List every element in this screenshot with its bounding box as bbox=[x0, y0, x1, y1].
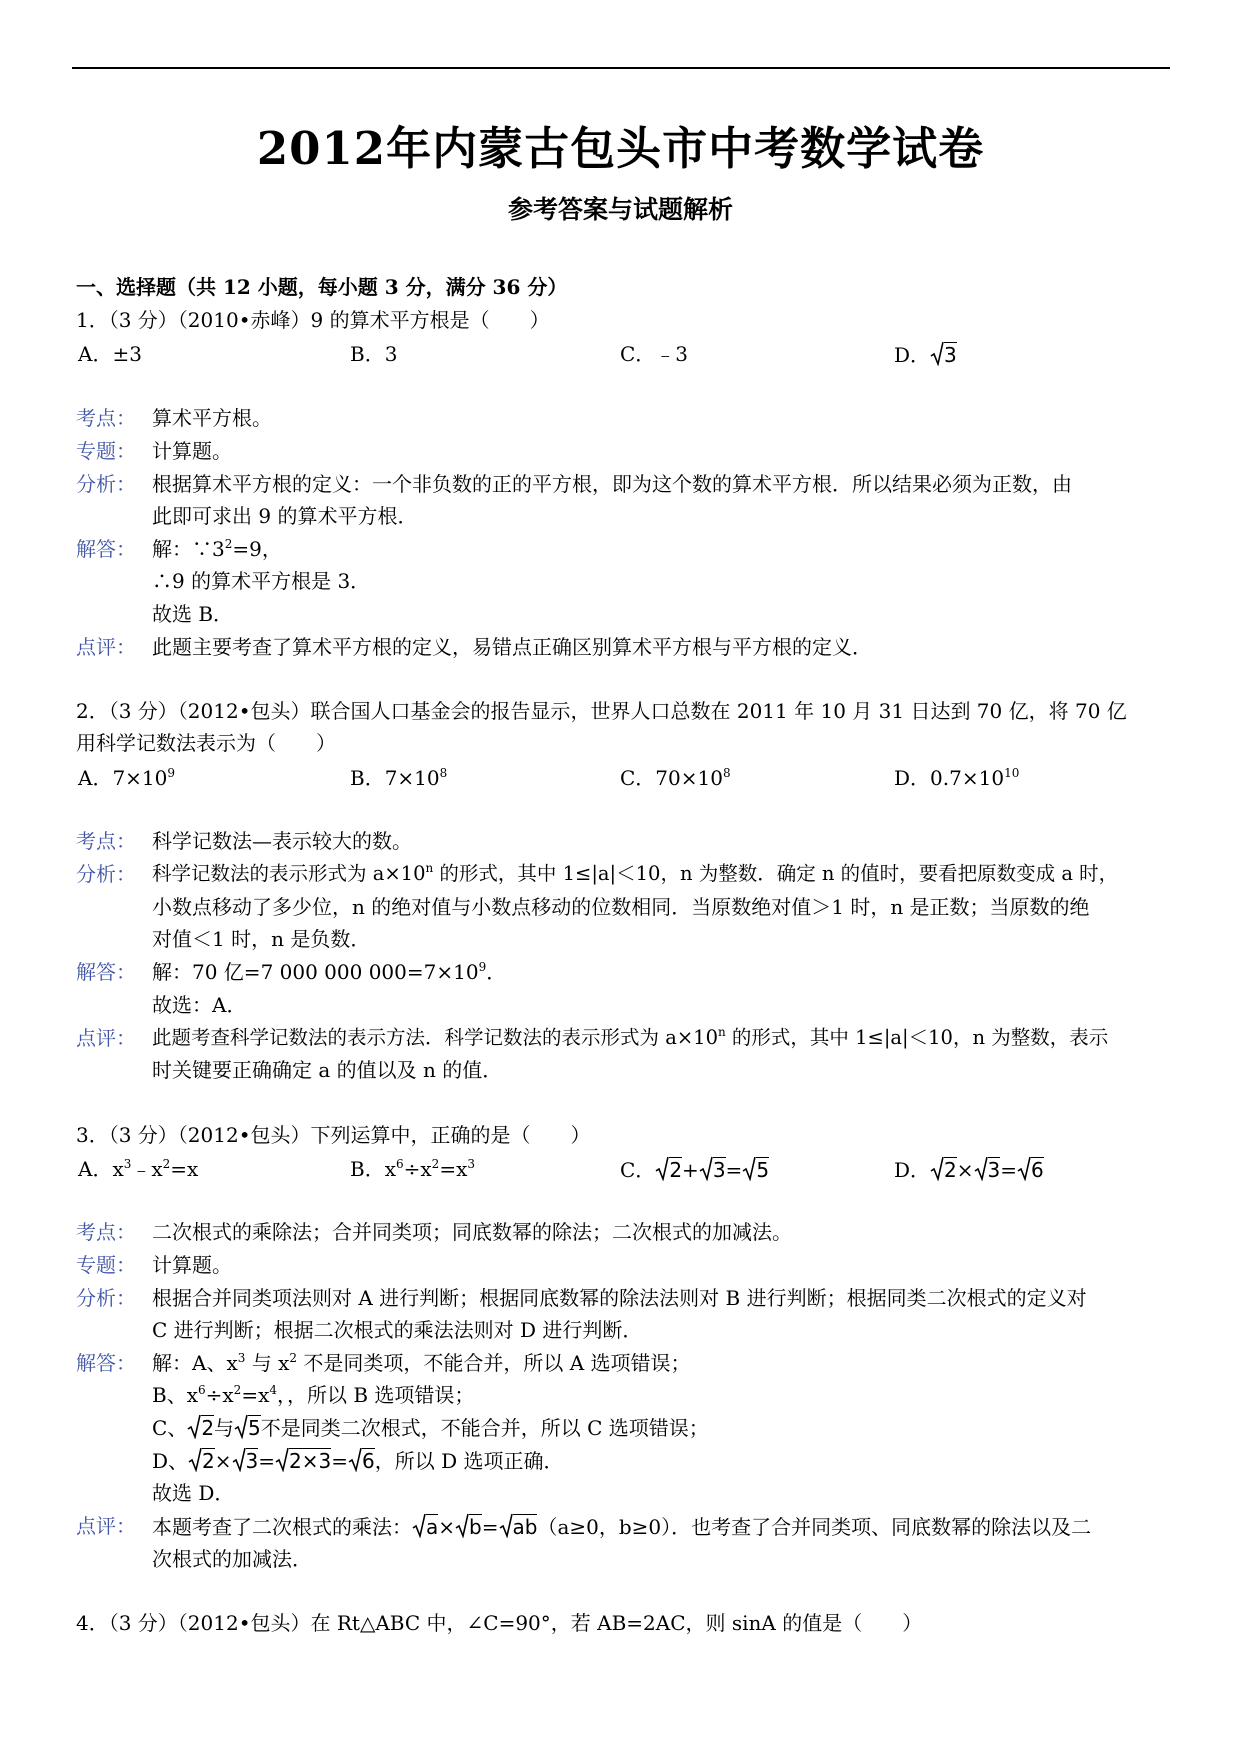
q1-option-d-radicand: 3 bbox=[944, 343, 957, 367]
q3-jieda-line4 bbox=[152, 1446, 564, 1479]
q3-jieda-exp: 2 bbox=[289, 1351, 298, 1365]
q2-option-b-exp: 8 bbox=[439, 766, 448, 780]
sqrt-radical-icon bbox=[412, 1512, 426, 1545]
q1-kaodian: 算术平方根。 bbox=[152, 406, 272, 430]
q3-radicand: b bbox=[469, 1515, 482, 1539]
q3-kaodian-label: 考点： bbox=[76, 1220, 136, 1244]
q3-option-c bbox=[620, 1155, 769, 1188]
q3-jieda-text: ÷x bbox=[205, 1383, 234, 1407]
q2-option-a bbox=[78, 764, 175, 792]
header-rule bbox=[72, 67, 1170, 69]
q3-jieda-text: ，，所以 B 选项错误； bbox=[277, 1383, 475, 1407]
q3-dianping-text: × bbox=[438, 1515, 456, 1539]
q2-stem-line2: 用科学记数法表示为（ ） bbox=[76, 731, 336, 755]
q2-option-b-text: B．7×10 bbox=[350, 766, 440, 790]
q2-option-d-text: D．0.7×10 bbox=[894, 766, 1005, 790]
q3-radicand: 5 bbox=[248, 1416, 261, 1440]
q3-opt-text: A．x bbox=[78, 1157, 124, 1181]
q3-opt-text: = bbox=[1000, 1158, 1018, 1182]
q3-option-d bbox=[894, 1155, 1044, 1188]
q3-jieda-text: = bbox=[331, 1449, 349, 1473]
q3-jieda-text: ，所以 D 选项正确． bbox=[374, 1449, 564, 1473]
q2-option-d-exp: 10 bbox=[1004, 766, 1020, 780]
sqrt-radical-icon bbox=[455, 1512, 469, 1545]
sqrt-radical-icon bbox=[699, 1155, 713, 1188]
q3-fenxi-label: 分析： bbox=[76, 1286, 136, 1310]
q2-dianping-label: 点评： bbox=[76, 1026, 136, 1050]
q2-option-d bbox=[894, 764, 1019, 792]
q2-jieda-exp: 9 bbox=[478, 960, 487, 974]
q3-dianping-label: 点评： bbox=[76, 1514, 136, 1538]
sqrt-radical-icon bbox=[930, 1155, 944, 1188]
sqrt-radical-icon bbox=[742, 1155, 756, 1188]
q3-radicand: a bbox=[426, 1515, 439, 1539]
sqrt-radical-icon bbox=[232, 1446, 246, 1479]
q3-opt-text: + bbox=[682, 1158, 699, 1182]
q2-fenxi-exp: n bbox=[425, 861, 434, 875]
q2-dianping-line2: 时关键要正确确定 a 的值以及 n 的值． bbox=[152, 1058, 503, 1082]
q2-jieda-line2: 故选：A． bbox=[152, 993, 247, 1017]
q3-opt-text: =x bbox=[170, 1157, 199, 1181]
q2-jieda-label: 解答： bbox=[76, 960, 136, 984]
q3-jieda-text: 不是同类二次根式，不能合并，所以 C 选项错误； bbox=[260, 1416, 709, 1440]
q1-zhuanti: 计算题。 bbox=[152, 439, 232, 463]
q2-jieda-text: 解：70 亿=7 000 000 000=7×10 bbox=[152, 960, 479, 984]
q3-jieda-line3 bbox=[152, 1413, 709, 1446]
q2-fenxi-line2: 小数点移动了多少位，n 的绝对值与小数点移动的位数相同．当原数绝对值＞1 时，n 是正数；当原数的绝 bbox=[152, 895, 1090, 919]
q3-jieda-exp: 3 bbox=[237, 1351, 246, 1365]
q1-option-d-prefix: D． bbox=[894, 343, 931, 367]
sqrt-radical-icon bbox=[234, 1413, 248, 1446]
q3-radicand: 2 bbox=[201, 1416, 215, 1440]
q3-jieda-text: 不是同类项，不能合并，所以 A 选项错误； bbox=[297, 1351, 691, 1375]
q3-opt-text: × bbox=[956, 1158, 974, 1182]
q3-radicand: 3 bbox=[987, 1158, 1001, 1182]
q3-jieda-label: 解答： bbox=[76, 1351, 136, 1375]
q3-jieda-text: 与 bbox=[214, 1416, 235, 1440]
q1-jieda-exponent: 2 bbox=[224, 537, 233, 551]
q2-fenxi-line1 bbox=[152, 860, 1118, 888]
q1-option-b: B．3 bbox=[350, 342, 398, 366]
q3-jieda-text: B、x bbox=[152, 1383, 198, 1407]
q3-jieda-line2 bbox=[152, 1381, 474, 1409]
q3-radicand: 3 bbox=[245, 1449, 259, 1473]
q1-jieda-line2: ∴9 的算术平方根是 3． bbox=[152, 569, 371, 593]
q2-option-c-text: C．70×10 bbox=[620, 766, 723, 790]
sqrt-radical-icon bbox=[188, 1446, 202, 1479]
q3-opt-text: D． bbox=[894, 1158, 931, 1182]
q2-option-c bbox=[620, 764, 731, 792]
q3-dianping-text: 本题考查了二次根式的乘法： bbox=[152, 1515, 412, 1539]
q3-opt-exp: 2 bbox=[431, 1157, 440, 1171]
q3-jieda-text: D、 bbox=[152, 1449, 189, 1473]
q1-jieda-label: 解答： bbox=[76, 537, 136, 561]
q3-jieda-line5: 故选 D． bbox=[152, 1481, 235, 1505]
q1-stem: 1．（3 分）（2010•赤峰）9 的算术平方根是（ ） bbox=[76, 308, 550, 332]
q3-radicand: 5 bbox=[756, 1158, 770, 1182]
sqrt-radical-icon bbox=[974, 1155, 988, 1188]
q3-radicand: 2 bbox=[669, 1158, 683, 1182]
q2-stem-line1: 2．（3 分）（2012•包头）联合国人口基金会的报告显示，世界人口总数在 2011 年 10 月 31 日达到 70 亿，将 70 亿 bbox=[76, 699, 1127, 723]
q1-kaodian-label: 考点： bbox=[76, 406, 136, 430]
q1-fenxi-line1: 根据算术平方根的定义：一个非负数的正的平方根，即为这个数的算术平方根．所以结果必须为正数，由 bbox=[152, 472, 1072, 496]
q1-option-a: A．±3 bbox=[78, 342, 142, 366]
page-title: 2012年内蒙古包头市中考数学试卷 bbox=[256, 122, 985, 175]
q1-option-c: C．﹣3 bbox=[620, 342, 689, 366]
q1-jieda-text: 解：∵3 bbox=[152, 537, 225, 561]
q2-dianping-exp: n bbox=[717, 1025, 726, 1039]
q3-fenxi-line1: 根据合并同类项法则对 A 进行判断；根据同底数幂的除法法则对 B 进行判断；根据同类二次根式的定义对 bbox=[152, 1286, 1087, 1310]
q3-jieda-text: 与 x bbox=[245, 1351, 290, 1375]
q1-jieda-line1 bbox=[152, 535, 282, 563]
q3-opt-text: ﹣x bbox=[131, 1157, 163, 1181]
q3-jieda-text: × bbox=[214, 1449, 232, 1473]
q2-jieda-line1 bbox=[152, 958, 506, 986]
q3-opt-exp: 3 bbox=[467, 1157, 475, 1171]
q3-opt-text: ÷x bbox=[403, 1157, 432, 1181]
q3-dianping-line2: 次根式的加减法． bbox=[152, 1547, 312, 1571]
q2-fenxi-line3: 对值＜1 时，n 是负数． bbox=[152, 927, 371, 951]
q2-dianping-text: 的形式，其中 1≤|a|＜10，n 为整数，表示 bbox=[725, 1026, 1109, 1049]
q1-option-d bbox=[894, 340, 957, 373]
q3-jieda-text: 解：A、x bbox=[152, 1351, 238, 1375]
q3-radicand: ab bbox=[512, 1515, 538, 1539]
q3-dianping-text: = bbox=[481, 1515, 499, 1539]
q3-opt-exp: 3 bbox=[123, 1157, 132, 1171]
q3-zhuanti-label: 专题： bbox=[76, 1253, 136, 1277]
q3-jieda-text: =x bbox=[241, 1383, 270, 1407]
q3-jieda-exp: 6 bbox=[197, 1383, 206, 1397]
q2-dianping-text: 此题考查科学记数法的表示方法．科学记数法的表示形式为 a×10 bbox=[152, 1026, 718, 1049]
q3-opt-text: = bbox=[725, 1158, 743, 1182]
q3-fenxi-line2: C 进行判断；根据二次根式的乘法法则对 D 进行判断． bbox=[152, 1318, 643, 1342]
q2-option-a-text: A．7×10 bbox=[78, 766, 168, 790]
sqrt-radical-icon bbox=[930, 340, 944, 373]
q3-option-b bbox=[350, 1155, 475, 1183]
q2-dianping-line1 bbox=[152, 1024, 1108, 1052]
q3-opt-text: =x bbox=[439, 1157, 468, 1181]
sqrt-radical-icon bbox=[499, 1512, 513, 1545]
q1-zhuanti-label: 专题： bbox=[76, 439, 136, 463]
q3-option-a bbox=[78, 1155, 198, 1183]
q3-radicand: 6 bbox=[1031, 1158, 1044, 1182]
q3-jieda-line1 bbox=[152, 1349, 691, 1377]
q2-fenxi-text: 的形式，其中 1≤|a|＜10，n 为整数．确定 n 的值时，要看把原数变成 a 时， bbox=[433, 862, 1119, 885]
q4-stem: 4．（3 分）（2012•包头）在 Rt△ABC 中，∠C=90°，若 AB=2AC，则 sinA 的值是（ ） bbox=[76, 1611, 923, 1635]
q2-fenxi-text: 科学记数法的表示形式为 a×10 bbox=[152, 862, 426, 885]
q3-opt-exp: 6 bbox=[395, 1157, 404, 1171]
sqrt-radical-icon bbox=[1017, 1155, 1031, 1188]
q2-fenxi-label: 分析： bbox=[76, 862, 136, 886]
q1-jieda-line3: 故选 B． bbox=[152, 602, 234, 626]
q1-dianping-label: 点评： bbox=[76, 635, 136, 659]
q3-stem: 3．（3 分）（2012•包头）下列运算中，正确的是（ ） bbox=[76, 1123, 591, 1147]
q3-opt-text: B．x bbox=[350, 1157, 396, 1181]
q3-dianping-text: （a≥0，b≥0）．也考查了合并同类项、同底数幂的除法以及二 bbox=[537, 1515, 1092, 1539]
q3-zhuanti: 计算题。 bbox=[152, 1253, 232, 1277]
q1-fenxi-label: 分析： bbox=[76, 472, 136, 496]
q3-opt-exp: 2 bbox=[162, 1157, 171, 1171]
sqrt-radical-icon bbox=[275, 1446, 289, 1479]
q3-radicand: 3 bbox=[712, 1158, 726, 1182]
q2-kaodian-label: 考点： bbox=[76, 829, 136, 853]
q3-radicand: 6 bbox=[362, 1449, 375, 1473]
sqrt-radical-icon bbox=[187, 1413, 201, 1446]
q3-opt-text: C． bbox=[620, 1158, 656, 1182]
section-heading: 一、选择题（共 12 小题，每小题 3 分，满分 36 分） bbox=[76, 275, 568, 299]
q3-jieda-text: = bbox=[258, 1449, 276, 1473]
q3-jieda-exp: 4 bbox=[269, 1383, 277, 1397]
q2-option-a-exp: 9 bbox=[167, 766, 176, 780]
q3-kaodian: 二次根式的乘除法；合并同类项；同底数幂的除法；二次根式的加减法。 bbox=[152, 1220, 792, 1244]
q3-radicand: 2 bbox=[202, 1449, 215, 1473]
sqrt-radical-icon bbox=[348, 1446, 362, 1479]
q3-radicand: 2 bbox=[944, 1158, 957, 1182]
q3-jieda-exp: 2 bbox=[233, 1383, 242, 1397]
q1-dianping: 此题主要考查了算术平方根的定义，易错点正确区别算术平方根与平方根的定义． bbox=[152, 635, 872, 659]
page-subtitle: 参考答案与试题解析 bbox=[507, 195, 733, 224]
q2-option-b bbox=[350, 764, 447, 792]
q2-option-c-exp: 8 bbox=[722, 766, 731, 780]
q2-kaodian: 科学记数法—表示较大的数。 bbox=[152, 829, 412, 853]
q1-jieda-text: =9， bbox=[232, 537, 282, 561]
q3-jieda-text: C、 bbox=[152, 1416, 188, 1440]
q3-dianping-line1 bbox=[152, 1512, 1091, 1545]
q3-radicand: 2×3 bbox=[289, 1449, 332, 1473]
sqrt-radical-icon bbox=[655, 1155, 669, 1188]
q2-jieda-text: ． bbox=[486, 960, 507, 984]
q1-fenxi-line2: 此即可求出 9 的算术平方根． bbox=[152, 504, 418, 528]
